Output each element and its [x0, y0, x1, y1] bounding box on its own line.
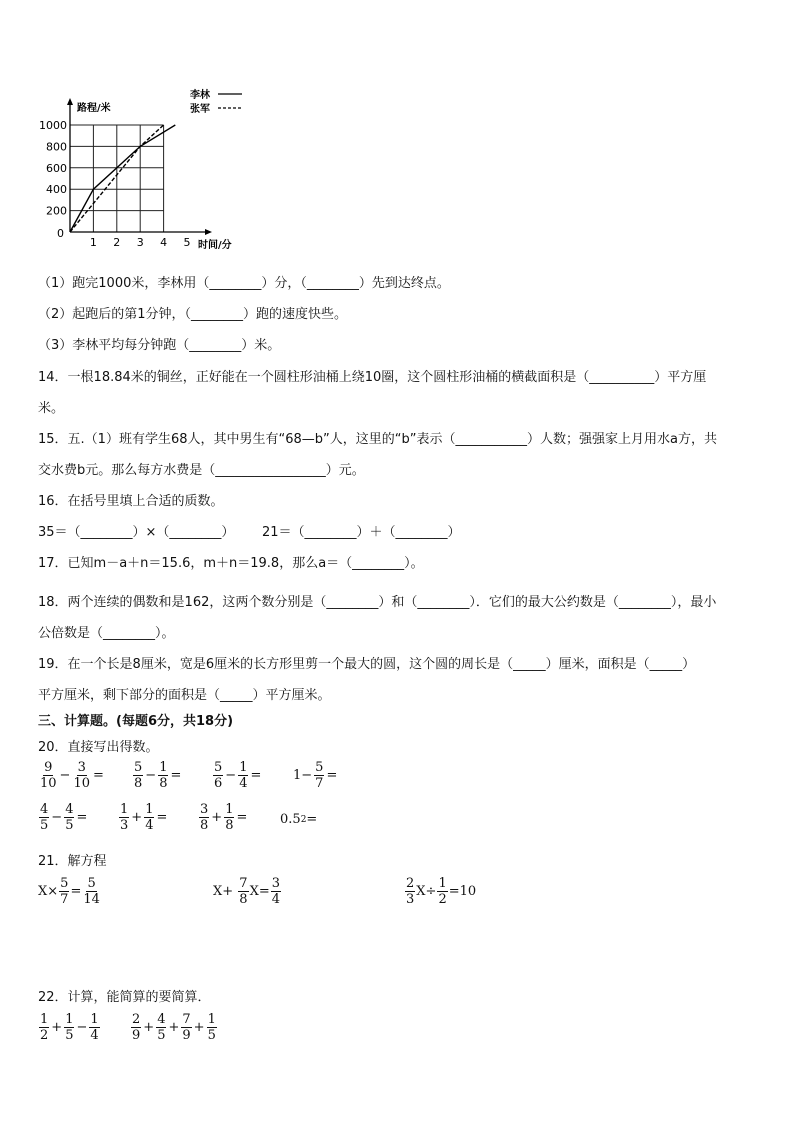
q13-part3: （3）李林平均每分钟跑（________）米。 — [38, 338, 281, 353]
q19-line2: 平方厘米，剩下部分的面积是（_____）平方厘米。 — [38, 688, 331, 703]
y-tick-label: 200 — [46, 204, 67, 218]
q21-equation-1: X× $\frac{5}{7}$ = $\frac{5}{14}$ — [38, 876, 100, 907]
q20-expr-f: $\frac{1}{3}$ + $\frac{1}{4}$ = — [120, 802, 168, 833]
q18-line2: 公倍数是（________）。 — [38, 626, 175, 641]
legend-label: 张军 — [190, 104, 210, 115]
q15-line2: 交水费b元。那么每方水费是（_________________）元。 — [38, 463, 365, 478]
x-tick-label: 2 — [113, 236, 121, 249]
q20-expr-e: $\frac{4}{5}$ − $\frac{4}{5}$ = — [40, 802, 88, 833]
series-line-1 — [70, 125, 175, 232]
q16-line2a: 35＝（________）×（________） — [38, 525, 235, 540]
x-tick-label: 4 — [160, 236, 168, 249]
q18-line1: 18．两个连续的偶数和是162，这两个数分别是（________）和（________）．它们的最大公约数是（________），最小 — [38, 595, 717, 610]
x-tick-label: 5 — [183, 236, 191, 249]
q13-part2: （2）起跑后的第1分钟，（________）跑的速度快些。 — [38, 307, 348, 322]
x-tick-label: 0 — [57, 227, 64, 240]
x-tick-label: 1 — [89, 236, 97, 249]
y-tick-label: 600 — [46, 161, 67, 175]
q20-expr-a: $\frac{9}{10}$ − $\frac{3}{10}$ = — [40, 760, 104, 791]
q21-title: 21．解方程 — [38, 854, 107, 869]
q20-expr-b: $\frac{5}{8}$ − $\frac{1}{8}$ = — [134, 760, 182, 791]
y-tick-label: 1000 — [39, 119, 67, 132]
q14-line1: 14．一根18.84米的铜丝，正好能在一个圆柱形油桶上绕10圈，这个圆柱形油桶的横截面积是（__________）平方厘 — [38, 370, 707, 385]
x-axis-arrow — [205, 229, 212, 235]
x-tick-label: 3 — [136, 236, 144, 249]
x-axis-label: 时间/分 — [198, 240, 232, 251]
q14-line2: 米。 — [38, 401, 65, 416]
y-tick-label: 400 — [46, 183, 67, 197]
q20-expr-h: 0.5 2 = — [280, 812, 318, 827]
q22-expr-1: $\frac{1}{2}$ + $\frac{1}{5}$ − $\frac{1}{4}$ — [40, 1012, 99, 1043]
q20-title: 20．直接写出得数。 — [38, 740, 159, 755]
q21-equation-2: X+ $\frac{7}{8}$ X= $\frac{3}{4}$ — [213, 876, 280, 907]
q20-expr-d: 1− $\frac{5}{7}$ = — [293, 760, 338, 791]
q16-line2b: 21＝（________）＋（________） — [262, 525, 461, 540]
q19-line1: 19．在一个长是8厘米，宽是6厘米的长方形里剪一个最大的圆，这个圆的周长是（_____）厘米，面积是（_____） — [38, 657, 696, 672]
q20-expr-g: $\frac{3}{8}$ + $\frac{1}{8}$ = — [200, 802, 248, 833]
q21-equation-3: $\frac{2}{3}$ X÷ $\frac{1}{2}$ =10 — [406, 876, 477, 907]
y-axis-arrow — [67, 98, 73, 105]
distance-time-chart — [30, 85, 260, 255]
y-axis-label: 路程/米 — [77, 103, 111, 114]
legend-label: 李林 — [190, 90, 210, 101]
q22-title: 22．计算，能简算的要简算． — [38, 990, 211, 1005]
q22-expr-2: $\frac{2}{9}$ + $\frac{4}{5}$ + $\frac{7}{9}$ + $\frac{1}{5}$ — [132, 1012, 216, 1043]
q13-part1: （1）跑完1000米，李林用（________）分，（________）先到达终点。 — [38, 276, 450, 291]
q16-line1: 16．在括号里填上合适的质数。 — [38, 494, 224, 509]
q15-line1: 15．五.（1）班有学生68人，其中男生有“68—b”人，这里的“b”表示（___________）人数；强强家上月用水a方，共 — [38, 432, 717, 447]
q17: 17．已知m－a＋n＝15.6，m＋n＝19.8，那么a＝（________）。 — [38, 556, 424, 571]
q20-expr-c: $\frac{5}{6}$ − $\frac{1}{4}$ = — [214, 760, 262, 791]
y-tick-label: 800 — [46, 140, 67, 154]
section-3-heading: 三、计算题。(每题6分，共18分) — [38, 714, 234, 729]
